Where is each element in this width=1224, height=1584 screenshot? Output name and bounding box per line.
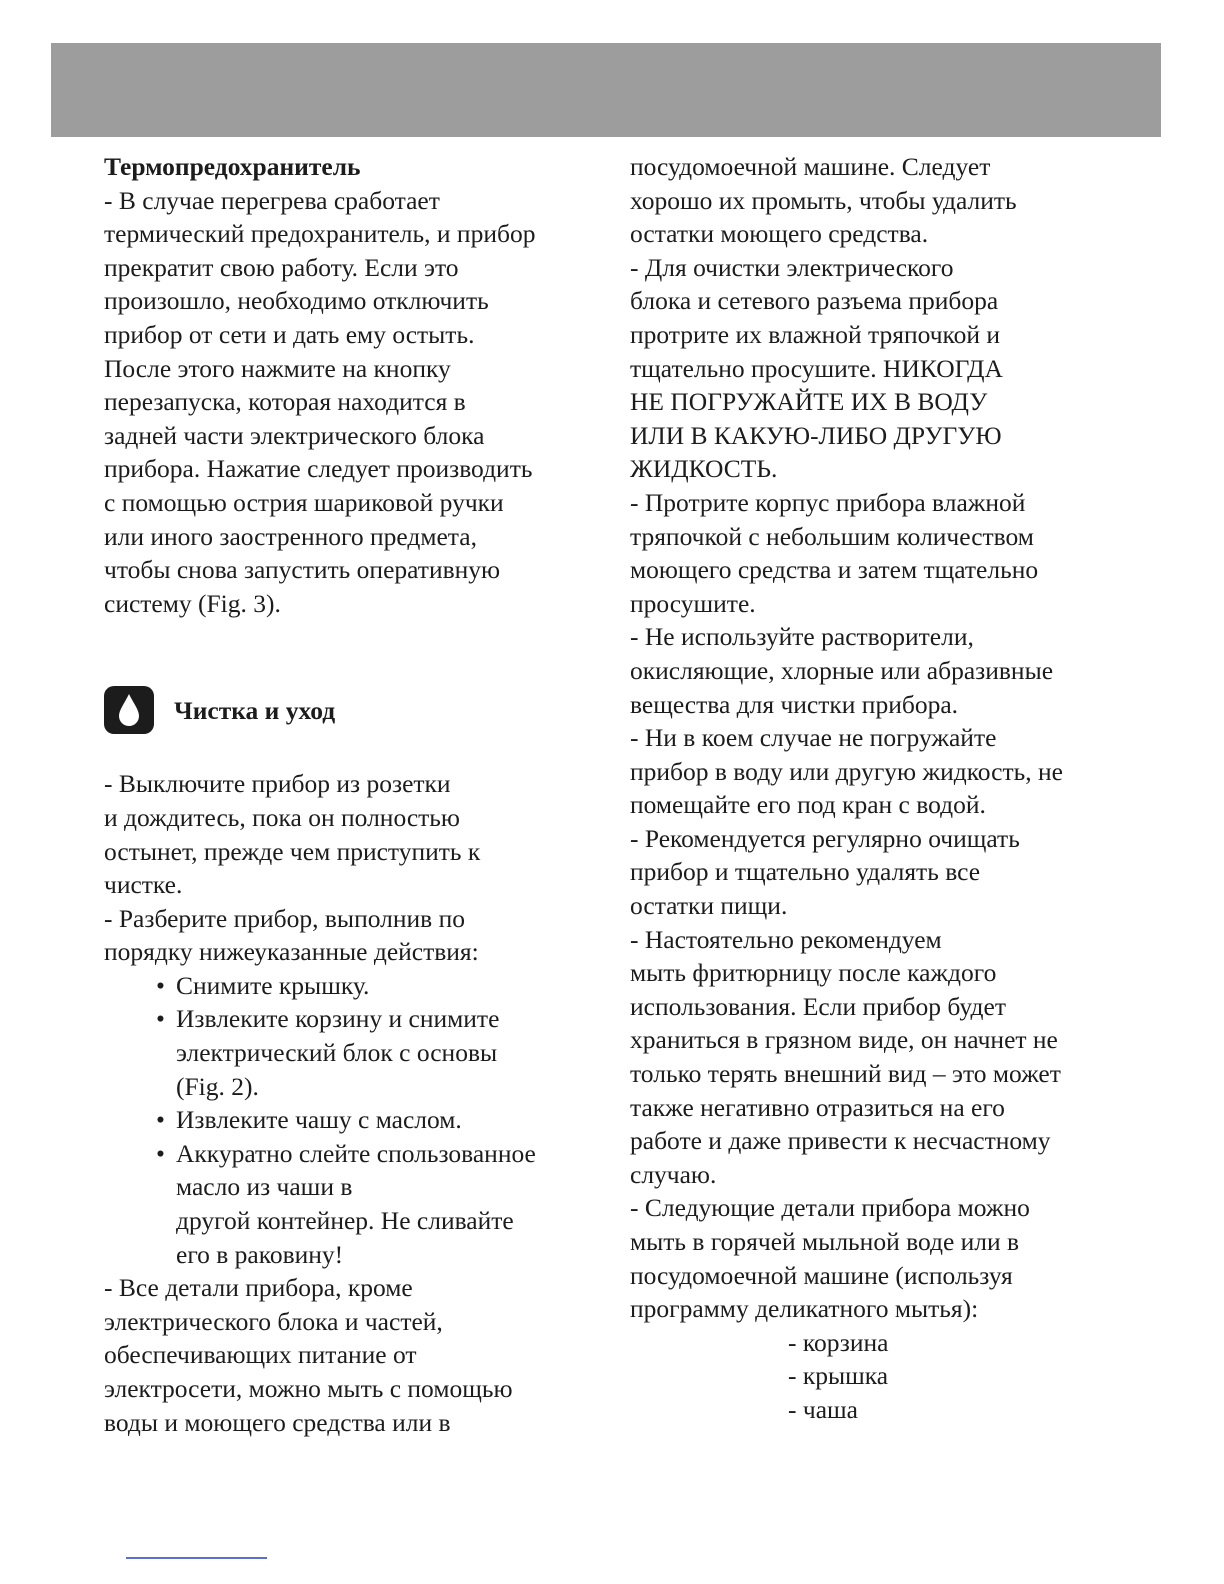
bullet-item: • Извлеките корзину и снимите bbox=[104, 1002, 594, 1036]
text-line: посудомоечной машине. Следует bbox=[630, 152, 991, 181]
text-line: обеспечивающих питание от bbox=[104, 1340, 417, 1370]
text-line: прибор в воду или другую жидкость, не bbox=[630, 756, 1063, 786]
bullet-item: • Извлеките чашу с маслом. bbox=[104, 1103, 594, 1137]
text-line: систему (Fig. 3). bbox=[104, 588, 281, 618]
bullet-item: • Аккуратно слейте спользованное bbox=[104, 1137, 594, 1171]
cleaning-title: Чистка и уход bbox=[174, 695, 336, 725]
right-column bbox=[630, 150, 1130, 1427]
text-line: мыть фритюрницу после каждого bbox=[630, 958, 997, 988]
bullet-text: Извлеките чашу с маслом. bbox=[176, 1105, 462, 1135]
bullet-continuation: масло из чаши в bbox=[176, 1172, 353, 1202]
text-line: блока и сетевого разъема прибора bbox=[630, 286, 999, 316]
text-line: - Ни в коем случае не погружайте bbox=[630, 723, 997, 753]
text-line: и дождитесь, пока он полностью bbox=[104, 802, 460, 832]
text-line: помещайте его под кран с водой. bbox=[630, 790, 986, 820]
left-column bbox=[104, 150, 594, 1439]
text-line: - Следующие детали прибора можно bbox=[630, 1193, 1030, 1223]
text-line: - Протрите корпус прибора влажной bbox=[630, 487, 1026, 517]
text-line: порядку нижеуказанные действия: bbox=[104, 937, 479, 967]
text-line: прибора. Нажатие следует производить bbox=[104, 454, 533, 484]
text-line: - Все детали прибора, кроме bbox=[104, 1273, 413, 1303]
text-line: - Рекомендуется регулярно очищать bbox=[630, 823, 1020, 853]
text-line: с помощью острия шариковой ручки bbox=[104, 487, 504, 517]
text-line: остатки моющего средства. bbox=[630, 219, 929, 249]
text-line: - Для очистки электрического bbox=[630, 252, 954, 282]
text-line: храниться в грязном виде, он начнет не bbox=[630, 1025, 1058, 1055]
bullet-continuation: электрический блок с основы bbox=[176, 1038, 498, 1068]
part-item-lid: - крышка bbox=[788, 1361, 889, 1391]
text-line: мыть в горячей мыльной воде или в bbox=[630, 1227, 1020, 1256]
text-line: тщательно просушите. НИКОГДА bbox=[630, 353, 1003, 383]
text-line: посудомоечной машине (используя bbox=[630, 1260, 1013, 1290]
text-line: - Не используйте растворители, bbox=[630, 622, 974, 652]
part-item-bowl: - чаша bbox=[788, 1394, 858, 1424]
text-line: прибор от сети и дать ему остыть. bbox=[104, 319, 475, 349]
text-line: хорошо их промыть, чтобы удалить bbox=[630, 185, 1017, 215]
text-line: работе и даже привести к несчастному bbox=[630, 1126, 1051, 1156]
text-line: прекратит свою работу. Если это bbox=[104, 252, 459, 282]
text-line: протрите их влажной тряпочкой и bbox=[630, 319, 1001, 349]
text-line: произошло, необходимо отключить bbox=[104, 286, 489, 316]
text-line: вещества для чистки прибора. bbox=[630, 689, 959, 719]
text-line: моющего средства и затем тщательно bbox=[630, 555, 1039, 585]
text-line: чтобы снова запустить оперативную bbox=[104, 555, 501, 585]
text-line: электрического блока и частей, bbox=[104, 1306, 443, 1336]
bullet-continuation: другой контейнер. Не сливайте bbox=[176, 1206, 514, 1236]
text-line: - Выключите прибор из розетки bbox=[104, 769, 451, 799]
text-line: остынет, прежде чем приступить к bbox=[104, 836, 481, 866]
text-line: чистке. bbox=[104, 870, 183, 900]
text-line: термический предохранитель, и прибор bbox=[104, 219, 536, 249]
thermo-title: Термопредохранитель bbox=[104, 152, 361, 181]
text-line: остатки пищи. bbox=[630, 891, 788, 921]
text-line: перезапуска, которая находится в bbox=[104, 387, 466, 417]
bullet-text: Снимите крышку. bbox=[176, 970, 370, 1000]
text-line: - Настоятельно рекомендуем bbox=[630, 924, 942, 954]
text-line: ЖИДКОСТЬ. bbox=[630, 454, 778, 484]
text-line: - Разберите прибор, выполнив по bbox=[104, 903, 465, 933]
header-band bbox=[51, 43, 1161, 137]
text-line: случаю. bbox=[630, 1159, 717, 1189]
part-item-basket: - корзина bbox=[788, 1327, 889, 1357]
text-line: После этого нажмите на кнопку bbox=[104, 353, 451, 383]
text-line: или иного заостренного предмета, bbox=[104, 521, 477, 551]
text-line: тряпочкой с небольшим количеством bbox=[630, 521, 1034, 551]
bullet-item: • Снимите крышку. bbox=[104, 969, 594, 1003]
water-drop-icon bbox=[104, 686, 154, 734]
text-line: электросети, можно мыть с помощью bbox=[104, 1374, 513, 1403]
text-line: просушите. bbox=[630, 588, 756, 618]
text-line: задней части электрического блока bbox=[104, 420, 485, 450]
bullet-text: Извлеките корзину и снимите bbox=[176, 1004, 500, 1034]
text-line: ИЛИ В КАКУЮ-ЛИБО ДРУГУЮ bbox=[630, 420, 1002, 450]
text-line: программу деликатного мытья): bbox=[630, 1294, 979, 1324]
bullet-text: Аккуратно слейте спользованное bbox=[176, 1138, 536, 1168]
bullet-continuation: (Fig. 2). bbox=[176, 1071, 259, 1101]
text-line: - В случае перегрева сработает bbox=[104, 185, 440, 215]
text-line: также негативно отразиться на его bbox=[630, 1092, 1005, 1122]
text-line: НЕ ПОГРУЖАЙТЕ ИХ В ВОДУ bbox=[630, 387, 988, 417]
text-line: воды и моющего средства или в bbox=[104, 1407, 451, 1437]
text-line: только терять внешний вид – это может bbox=[630, 1059, 1061, 1089]
text-line: прибор и тщательно удалять все bbox=[630, 857, 981, 887]
bullet-continuation: его в раковину! bbox=[176, 1239, 344, 1269]
text-line: окисляющие, хлорные или абразивные bbox=[630, 655, 1054, 685]
text-line: использования. Если прибор будет bbox=[630, 991, 1006, 1021]
cleaning-section-header bbox=[104, 686, 594, 734]
footer-rule bbox=[126, 1557, 267, 1559]
